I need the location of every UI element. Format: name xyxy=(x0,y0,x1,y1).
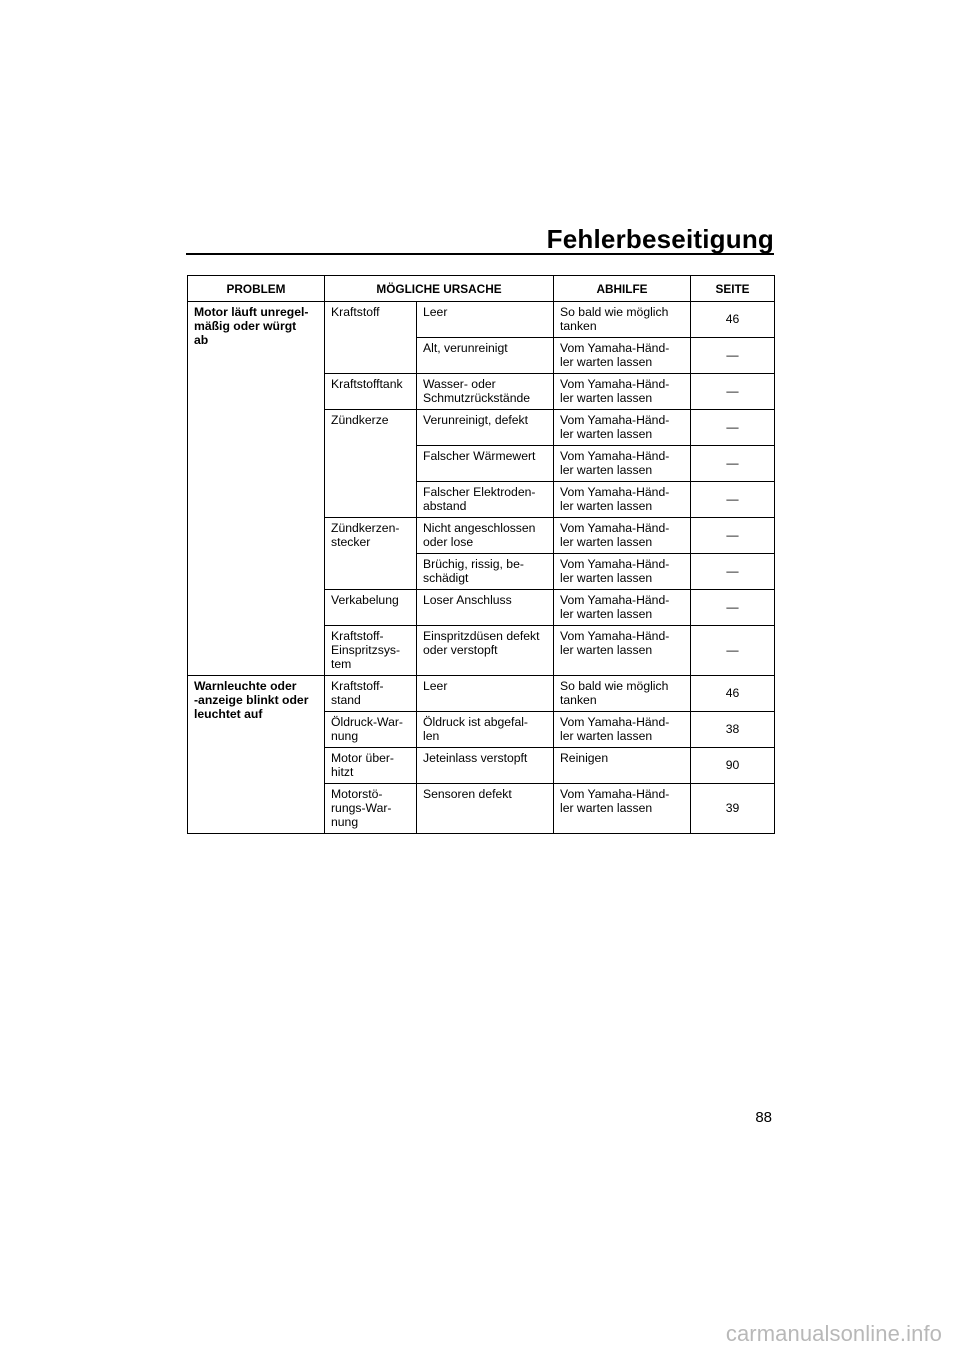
cause-component-cell: Kraftstofftank xyxy=(325,374,417,410)
remedy-cell: Vom Yamaha-Händ- ler warten lassen xyxy=(554,446,691,482)
page-ref-cell: — xyxy=(691,482,775,518)
cause-detail-cell: Leer xyxy=(417,676,554,712)
cause-detail-cell: Sensoren defekt xyxy=(417,784,554,834)
cause-detail-cell: Verunreinigt, defekt xyxy=(417,410,554,446)
cause-component-cell: Kraftstoff- Einspritzsys- tem xyxy=(325,626,417,676)
remedy-cell: Vom Yamaha-Händ- ler warten lassen xyxy=(554,374,691,410)
table-row xyxy=(188,676,775,712)
page-ref-cell: 46 xyxy=(691,302,775,338)
cause-detail-cell: Jeteinlass verstopft xyxy=(417,748,554,784)
page-ref-cell: — xyxy=(691,626,775,676)
watermark: carmanualsonline.info xyxy=(725,1321,942,1346)
cause-detail-cell: Leer xyxy=(417,302,554,338)
cause-detail-cell: Falscher Elektroden- abstand xyxy=(417,482,554,518)
table-header-row xyxy=(188,276,775,302)
page-ref-cell: 39 xyxy=(691,784,775,834)
cause-detail-cell: Falscher Wärmewert xyxy=(417,446,554,482)
header-problem: PROBLEM xyxy=(188,276,325,302)
problem-cell: Warnleuchte oder -anzeige blinkt oder leuchtet auf xyxy=(188,676,325,834)
troubleshooting-table xyxy=(187,275,775,834)
cause-component-cell: Verkabelung xyxy=(325,590,417,626)
page-title: Fehlerbeseitigung xyxy=(546,224,774,254)
header-remedy: ABHILFE xyxy=(554,276,691,302)
page-ref-cell: 38 xyxy=(691,712,775,748)
cause-detail-cell: Brüchig, rissig, be- schädigt xyxy=(417,554,554,590)
remedy-cell: Vom Yamaha-Händ- ler warten lassen xyxy=(554,338,691,374)
remedy-cell: Vom Yamaha-Händ- ler warten lassen xyxy=(554,626,691,676)
cause-detail-cell: Alt, verunreinigt xyxy=(417,338,554,374)
cause-component-cell: Öldruck-War- nung xyxy=(325,712,417,748)
page-ref-cell: — xyxy=(691,554,775,590)
cause-component-cell: Kraftstoff xyxy=(325,302,417,374)
page-ref-cell: 46 xyxy=(691,676,775,712)
remedy-cell: Vom Yamaha-Händ- ler warten lassen xyxy=(554,410,691,446)
page-ref-cell: — xyxy=(691,374,775,410)
page-ref-cell: — xyxy=(691,446,775,482)
cause-detail-cell: Wasser- oder Schmutzrückstände xyxy=(417,374,554,410)
remedy-cell: Vom Yamaha-Händ- ler warten lassen xyxy=(554,590,691,626)
remedy-cell: Vom Yamaha-Händ- ler warten lassen xyxy=(554,554,691,590)
cause-detail-cell: Loser Anschluss xyxy=(417,590,554,626)
page-ref-cell: — xyxy=(691,410,775,446)
problem-cell: Motor läuft unregel- mäßig oder würgt ab xyxy=(188,302,325,676)
remedy-cell: So bald wie möglich tanken xyxy=(554,302,691,338)
header-cause: MÖGLICHE URSACHE xyxy=(325,276,554,302)
page-number: 88 xyxy=(755,1109,772,1126)
remedy-cell: Vom Yamaha-Händ- ler warten lassen xyxy=(554,712,691,748)
title-divider xyxy=(186,253,774,255)
remedy-cell: Vom Yamaha-Händ- ler warten lassen xyxy=(554,784,691,834)
remedy-cell: Vom Yamaha-Händ- ler warten lassen xyxy=(554,518,691,554)
cause-detail-cell: Nicht angeschlossen oder lose xyxy=(417,518,554,554)
page-ref-cell: — xyxy=(691,518,775,554)
cause-detail-cell: Einspritzdüsen defekt oder verstopft xyxy=(417,626,554,676)
table-body xyxy=(188,302,775,834)
cause-component-cell: Zündkerzen- stecker xyxy=(325,518,417,590)
remedy-cell: So bald wie möglich tanken xyxy=(554,676,691,712)
page-ref-cell: 90 xyxy=(691,748,775,784)
cause-component-cell: Motor über- hitzt xyxy=(325,748,417,784)
remedy-cell: Vom Yamaha-Händ- ler warten lassen xyxy=(554,482,691,518)
page-ref-cell: — xyxy=(691,590,775,626)
cause-component-cell: Motorstö- rungs-War- nung xyxy=(325,784,417,834)
cause-detail-cell: Öldruck ist abgefal- len xyxy=(417,712,554,748)
remedy-cell: Reinigen xyxy=(554,748,691,784)
header-page: SEITE xyxy=(691,276,775,302)
table-row xyxy=(188,302,775,338)
cause-component-cell: Zündkerze xyxy=(325,410,417,518)
page-ref-cell: — xyxy=(691,338,775,374)
cause-component-cell: Kraftstoff- stand xyxy=(325,676,417,712)
